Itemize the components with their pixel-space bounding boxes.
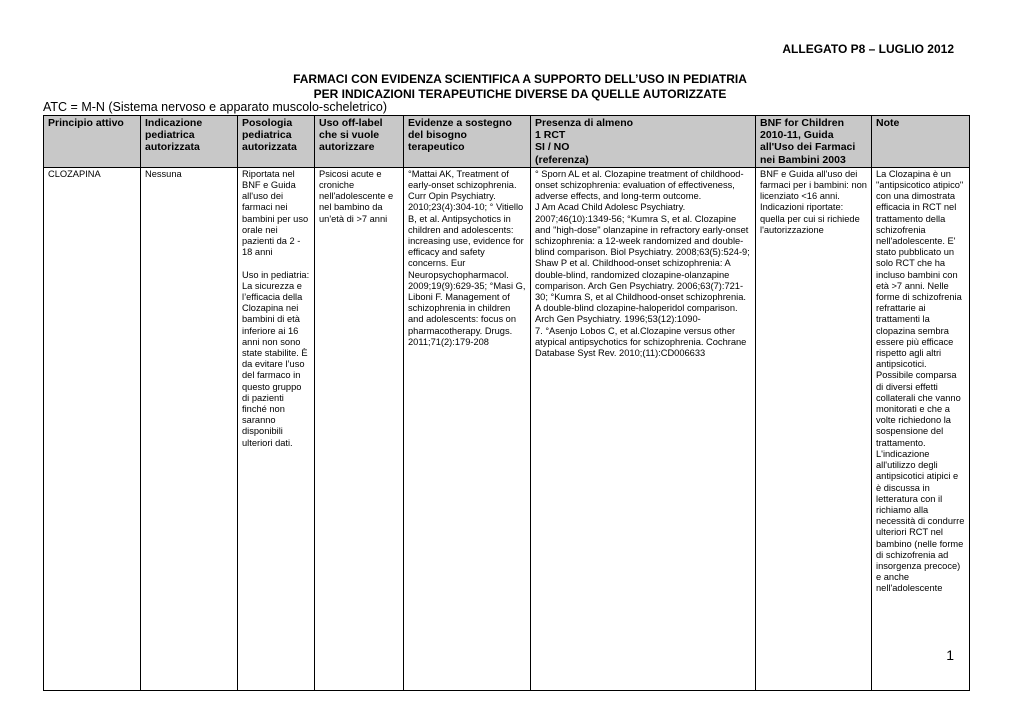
cell-bnf: BNF e Guida all'uso dei farmaci per i bambini: non licenziato <16 anni. Indicazioni riportate: quella per cui si richiede l'autorizzazione: [756, 167, 872, 690]
col-header-rct: Presenza di almeno 1 RCT SI / NO (referenza): [531, 116, 756, 168]
col-header-principio: Principio attivo: [44, 116, 141, 168]
atc-classification: ATC = M-N (Sistema nervoso e apparato muscolo-scheletrico): [43, 100, 387, 114]
title-line-1: FARMACI CON EVIDENZA SCIENTIFICA A SUPPORTO DELL’USO IN PEDIATRIA: [293, 72, 747, 86]
col-header-bnf: BNF for Children 2010-11, Guida all'Uso dei Farmaci nei Bambini 2003: [756, 116, 872, 168]
cell-note: La Clozapina è un "antipsicotico atipico" con una dimostrata efficacia in RCT nel trattamento della schizofrenia nell'adolescente. E' stato pubblicato un solo RCT che ha incluso bambini con età >7 anni. Nelle forme di schizofrenia refrattarie ai trattamenti la clopazina sembra essere più efficace rispetto agli altri antipsicotici. Possibile comparsa di diversi effetti collaterali che vanno monitorati e che a volte richiedono la sospensione del trattamento. L'indicazione all'utilizzo degli antipsicotici atipici e è discussa in letteratura con il richiamo alla necessità di condurre ulteriori RCT nel bambino (nelle forme di schizofrenia ad insorgenza precoce) e anche nell'adolescente: [872, 167, 970, 690]
title-line-2: PER INDICAZIONI TERAPEUTICHE DIVERSE DA QUELLE AUTORIZZATE: [313, 87, 727, 101]
col-header-evidenze: Evidenze a sostegno del bisogno terapeutico: [404, 116, 531, 168]
document-title: [0, 72, 1024, 102]
table-row: [44, 167, 970, 690]
col-header-uso-off-label: Uso off-label che si vuole autorizzare: [315, 116, 404, 168]
cell-evidenze: °Mattai AK, Treatment of early-onset schizophrenia. Curr Opin Psychiatry. 2010;23(4):304-10; ° Vitiello B, et al. Antipsychotics in children and adolescents: increasing use, evidence for efficacy and safety concerns. Eur Neuropsychopharmacol. 2009;19(9):629-35; °Masi G, Liboni F. Management of schizophrenia in children and adolescents: focus on pharmacotherapy. Drugs. 2011;71(2):179-208: [404, 167, 531, 690]
page-number: 1: [946, 647, 954, 663]
col-header-indicazione: Indicazione pediatrica autorizzata: [141, 116, 238, 168]
table-header-row: [44, 116, 970, 168]
col-header-posologia: Posologia pediatrica autorizzata: [238, 116, 315, 168]
cell-indicazione: Nessuna: [141, 167, 238, 690]
cell-uso-off-label: Psicosi acute e croniche nell'adolescente e nel bambino da un'età di >7 anni: [315, 167, 404, 690]
cell-principio: CLOZAPINA: [44, 167, 141, 690]
cell-posologia: Riportata nel BNF e Guida all'uso dei farmaci nei bambini per uso orale nei pazienti da 2 - 18 anni Uso in pediatria: La sicurezza e l’efficacia della Clozapina nei bambini di età inferiore ai 16 anni non sono state stabilite. È da evitare l’uso del farmaco in questo gruppo di pazienti finché non saranno disponibili ulteriori dati.: [238, 167, 315, 690]
col-header-note: Note: [872, 116, 970, 168]
cell-rct: ° Sporn AL et al. Clozapine treatment of childhood-onset schizophrenia: evaluation of effectiveness, adverse effects, and long-term outcome. J Am Acad Child Adolesc Psychiatry. 2007;46(10):1349-56; °Kumra S, et al. Clozapine and "high-dose" olanzapine in refractory early-onset schizophrenia: a 12-week randomized and double-blind comparison. Biol Psychiatry. 2008;63(5):524-9; Shaw P et al. Childhood-onset schizophrenia: A double-blind, randomized clozapine-olanzapine comparison. Arch Gen Psychiatry. 2006;63(7):721-30; °Kumra S, et al Childhood-onset schizophrenia. A double-blind clozapine-haloperidol comparison. Arch Gen Psychiatry. 1996;53(12):1090- 7. °Asenjo Lobos C, et al.Clozapine versus other atypical antipsychotics for schizophrenia. Cochrane Database Syst Rev. 2010;(11):CD006633: [531, 167, 756, 690]
drug-table: [43, 115, 970, 691]
allegato-label: ALLEGATO P8 – LUGLIO 2012: [782, 42, 954, 56]
